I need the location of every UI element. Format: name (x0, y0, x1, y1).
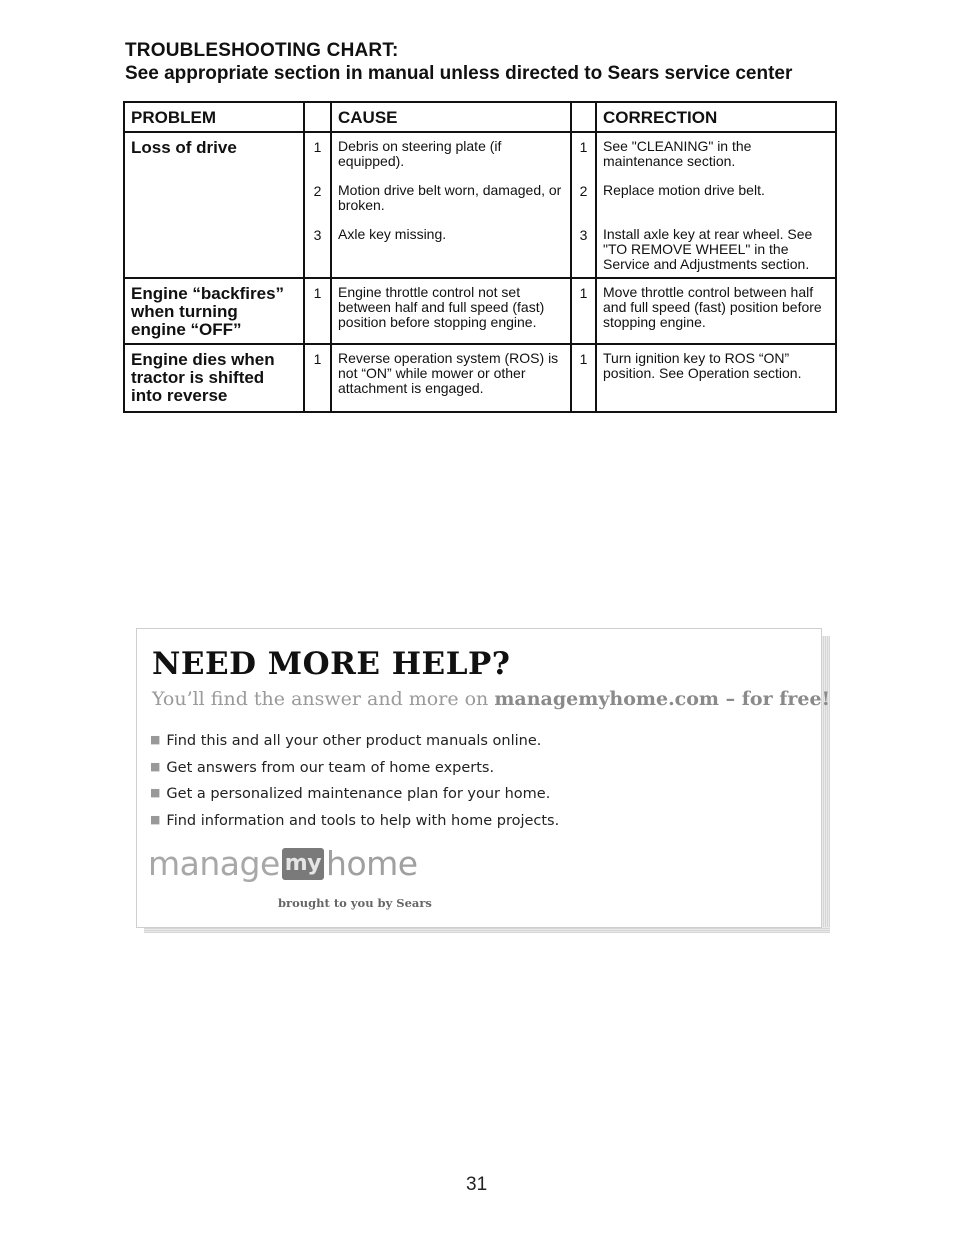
chart-title: TROUBLESHOOTING CHART: (125, 40, 399, 61)
managemyhome-logo (148, 842, 418, 882)
table-row (124, 344, 836, 412)
logo-home: home (326, 844, 418, 883)
correction-text: See "CLEANING" in the maintenance section. (603, 138, 752, 169)
correction-number: 1 (579, 351, 588, 367)
cause-header: CAUSE (331, 102, 571, 132)
correction-number: 2 (579, 183, 588, 199)
table-row (124, 132, 836, 278)
correction-number: 1 (579, 139, 588, 155)
problem-cell: Loss of drive (124, 132, 304, 278)
chart-subtitle: See appropriate section in manual unless directed to Sears service center (125, 63, 793, 84)
problem-header: PROBLEM (124, 102, 304, 132)
help-box-shadow (821, 636, 830, 932)
cause-text: Axle key missing. (338, 226, 447, 242)
help-subtitle (152, 688, 830, 710)
bullet-icon: ■ (150, 786, 161, 799)
help-list (150, 729, 559, 835)
table-header-row (124, 102, 836, 132)
troubleshooting-table (123, 101, 837, 413)
bullet-icon: ■ (150, 759, 161, 773)
num-header (304, 102, 331, 132)
cause-number: 1 (313, 351, 322, 367)
cause-text: Engine throttle control not set between half and full speed (fast) position before stopping engine. (338, 284, 545, 330)
list-item: ■ Get a personalized maintenance plan for your home. (150, 786, 551, 802)
help-subtitle-site: managemyhome.com – for free! (494, 688, 830, 710)
page-number: 31 (466, 1174, 488, 1195)
cause-text: Motion drive belt worn, damaged, or broken. (338, 182, 562, 213)
cause-number: 1 (313, 139, 322, 155)
correction-text: Move throttle control between half and full speed (fast) position before stopping engine. (603, 284, 822, 330)
brought-by-text: brought to you by Sears (278, 896, 432, 910)
list-item: ■ Find this and all your other product manuals online. (150, 733, 542, 749)
correction-header: CORRECTION (596, 102, 836, 132)
cause-text: Debris on steering plate (if equipped). (338, 138, 502, 169)
problem-cell: Engine dies when tractor is shifted into reverse (124, 344, 304, 412)
correction-number: 3 (579, 227, 588, 243)
logo-manage: manage (148, 844, 280, 883)
list-item: ■ Get answers from our team of home experts. (150, 759, 495, 776)
correction-text: Install axle key at rear wheel. See "TO REMOVE WHEEL" in the Service and Adjustments section. (603, 226, 813, 272)
cause-number: 3 (313, 227, 322, 243)
bullet-icon: ■ (150, 812, 161, 826)
list-item: ■ Find information and tools to help with home projects. (150, 812, 560, 829)
num-header (571, 102, 596, 132)
help-title: NEED MORE HELP? (152, 646, 511, 682)
cause-text: Reverse operation system (ROS) is not “ON” while mower or other attachment is engaged. (338, 350, 559, 396)
cause-number: 1 (313, 285, 322, 301)
help-subtitle-text: You’ll find the answer and more on (152, 688, 495, 710)
table-row (124, 278, 836, 344)
correction-text: Replace motion drive belt. (603, 182, 765, 198)
logo-my-badge: my (282, 848, 324, 880)
correction-text: Turn ignition key to ROS “ON” position. See Operation section. (603, 350, 802, 381)
problem-cell: Engine “backfires” when turning engine “OFF” (124, 278, 304, 344)
correction-number: 1 (579, 285, 588, 301)
bullet-icon: ■ (150, 733, 161, 746)
cause-number: 2 (313, 183, 322, 199)
